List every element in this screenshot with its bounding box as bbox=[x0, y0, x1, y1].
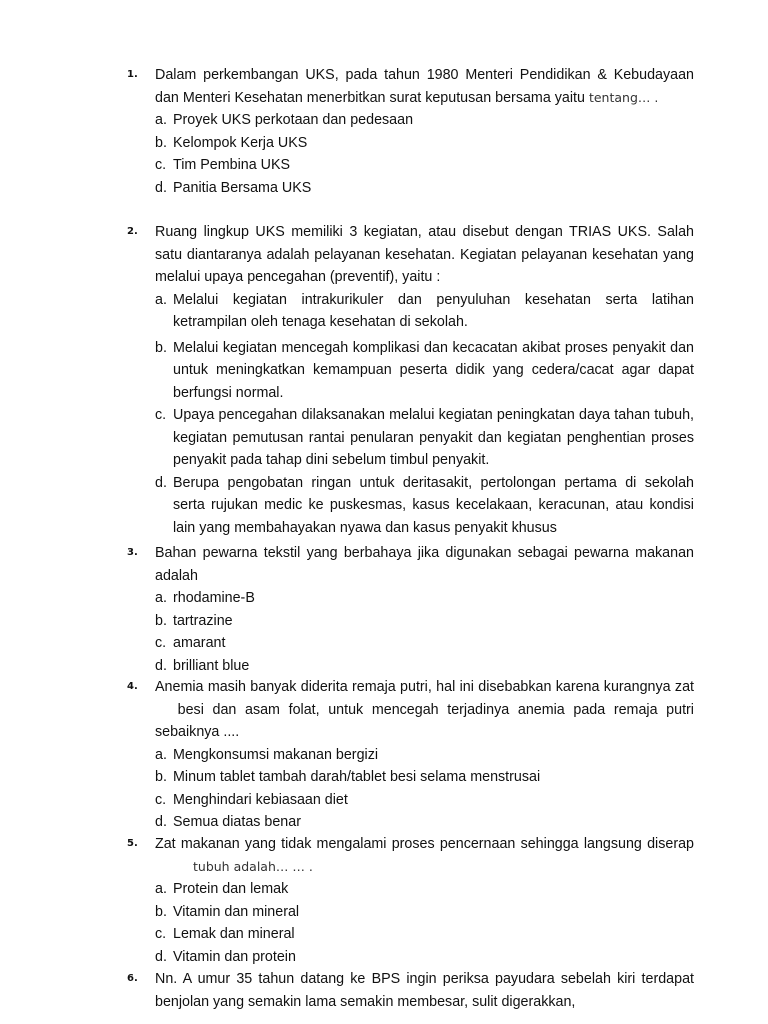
option-a: a. Protein dan lemak bbox=[155, 881, 289, 897]
question-6 bbox=[0, 968, 768, 1013]
option-a: a. rhodamine-B bbox=[155, 590, 255, 606]
option-b: b. tartrazine bbox=[155, 612, 233, 629]
option-b: b. Melalui kegiatan mencegah komplikasi dan kecacatan akibat proses penyakit dan untuk meningkatkan kemampuan peserta didik yang cedera/cacat agar dapat berfungsi normal. bbox=[155, 339, 694, 401]
question-3 bbox=[0, 542, 768, 677]
option-d: d. Vitamin dan protein bbox=[155, 948, 296, 965]
options-list bbox=[155, 878, 694, 968]
question-stem: Anemia masih banyak diderita remaja putri, hal ini disebabkan karena kurangnya zat besi dan asam folat, untuk mencegah terjadinya anemia pada remaja putri sebaiknya .... bbox=[155, 679, 694, 740]
question-2 bbox=[0, 221, 768, 539]
options-list bbox=[155, 744, 694, 834]
question-5 bbox=[0, 833, 768, 968]
option-b: b. Vitamin dan mineral bbox=[155, 903, 300, 920]
question-number: 1. bbox=[127, 69, 138, 80]
options-list bbox=[155, 587, 694, 677]
question-stem: Bahan pewarna tekstil yang berbahaya jika digunakan sebagai pewarna makanan adalah bbox=[155, 545, 694, 584]
option-a: a. Melalui kegiatan intrakurikuler dan penyuluhan kesehatan serta latihan ketrampilan oleh tenaga kesehatan di sekolah. bbox=[155, 291, 694, 330]
question-stem-tail: tubuh adalah… … . bbox=[193, 858, 313, 874]
option-d: d. Semua diatas benar bbox=[155, 814, 301, 830]
option-d: d. brilliant blue bbox=[155, 657, 250, 674]
option-c: c. Lemak dan mineral bbox=[155, 926, 295, 942]
options-list bbox=[155, 109, 694, 199]
question-number: 2. bbox=[127, 226, 138, 237]
question-1 bbox=[0, 64, 768, 199]
options-list bbox=[155, 289, 694, 540]
question-number: 4. bbox=[127, 681, 138, 692]
option-d: d. Berupa pengobatan ringan untuk deritasakit, pertolongan pertama di sekolah serta rujukan medic ke puskesmas, kasus kecelakaan, keracunan, atau kondisi lain yang membahayakan nyawa dan kasus penyakit khusus bbox=[155, 474, 694, 536]
question-stem: Nn. A umur 35 tahun datang ke BPS ingin periksa payudara sebelah kiri terdapat benjolan yang semakin lama semakin membesar, sulit digerakkan, bbox=[155, 971, 694, 1010]
option-b: b. Minum tablet tambah darah/tablet besi selama menstrusai bbox=[155, 769, 541, 785]
question-4 bbox=[0, 676, 768, 834]
question-stem-tail: tentang… . bbox=[588, 89, 659, 105]
option-d: d. Panitia Bersama UKS bbox=[155, 179, 312, 196]
option-c: c. Menghindari kebiasaan diet bbox=[155, 791, 348, 808]
question-stem: Zat makanan yang tidak mengalami proses pencernaan sehingga langsung diseraptubuh adalah… … . bbox=[155, 836, 694, 874]
option-c: c. Upaya pencegahan dilaksanakan melalui kegiatan peningkatan daya tahan tubuh, kegiatan pemutusan rantai penularan penyakit dan kegiatan penghentian proses penyakit pada tahap dini sebelum timbul penyakit. bbox=[155, 407, 694, 468]
option-a: a. Proyek UKS perkotaan dan pedesaan bbox=[155, 112, 414, 128]
question-stem: Dalam perkembangan UKS, pada tahun 1980 Menteri Pendidikan & Kebudayaan dan Menteri Kesehatan menerbitkan surat keputusan bersama yaitu tentang… . bbox=[155, 67, 694, 106]
question-number: 6. bbox=[127, 973, 138, 984]
option-c: c. Tim Pembina UKS bbox=[155, 157, 291, 173]
option-b: b. Kelompok Kerja UKS bbox=[155, 134, 308, 151]
option-c: c. amarant bbox=[155, 635, 226, 651]
question-stem: Ruang lingkup UKS memiliki 3 kegiatan, atau disebut dengan TRIAS UKS. Salah satu diantaranya adalah pelayanan kesehatan. Kegiatan pelayanan kesehatan yang melalui upaya pencegahan (preventif), yaitu : bbox=[155, 224, 694, 285]
option-a: a. Mengkonsumsi makanan bergizi bbox=[155, 746, 379, 763]
question-number: 3. bbox=[127, 547, 138, 558]
question-number: 5. bbox=[127, 838, 138, 849]
